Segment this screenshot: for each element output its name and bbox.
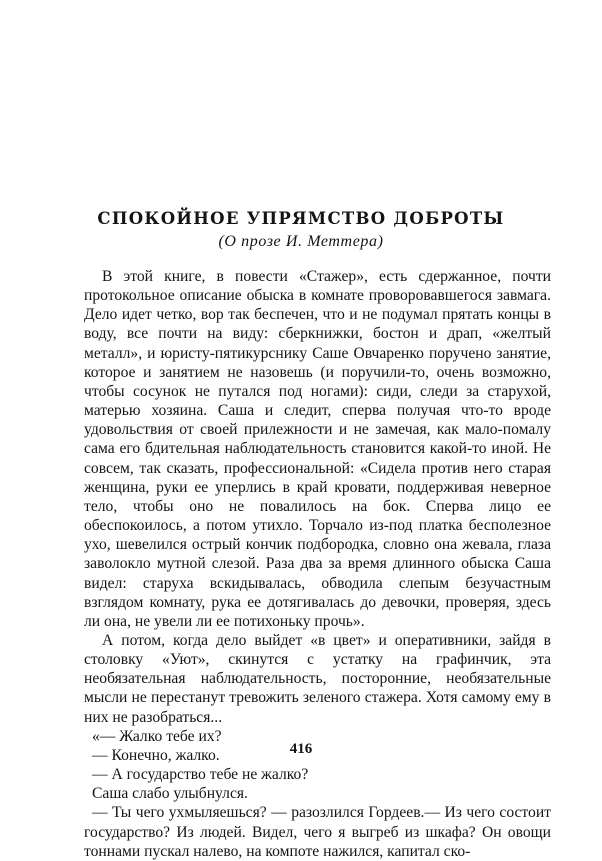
dialogue-line: — А государство тебе не жалко? — [92, 766, 309, 784]
dialogue-line: — Конечно, жалко. — [92, 746, 220, 764]
paragraph: — Ты чего ухмыляешься? — разозлился Гордеев.— Из чего состоит государство? Из людей. Видел, чего я выгреб из шкафа? Он овощи тоннами пускал налево, на компоте нажился, капитал ско- — [84, 804, 551, 860]
article-body — [84, 267, 551, 861]
paragraph: В этой книге, в повести «Стажер», есть сдержанное, почти протокольное описание обыска в комнате проворовавшегося завмага. Дело идет четко, вор так беспечен, что и не подумал прятать концы в воду, все почти на виду: сберкнижки, бостон и драп, «желтый металл», и юристу-пятикурснику Саше Овчаренко поручено занятие, которое и занятием не назовешь (и поручили-то, очень возможно, чтобы сосунок не путался под ногами): сиди, следи за старухой, матерью хозяина. Саша и следит, сперва получая что-то вроде удовольствия от своей прилежности и не замечая, как мало-помалу сама его бдительная наблюдательность становится какой-то иной. Не совсем, так сказать, профессиональной: «Сидела против него старая женщина, руки ее уперлись в край кровати, поддерживая неверное тело, чтобы оно не повалилось на бок. Сперва лицо ее обеспокоилось, а потом утихло. Торчало из-под платка бесполезное ухо, шевелился острый кончик подбородка, словно она жевала, глаза заволокло мутной слезой. Раза два за время длинного обыска Саша видел: старуха вскидывалась, обводила слепым безучастным взглядом комнату, рука ее дотягивалась до девочки, проверяя, здесь ли она, не увели ли ее потихоньку прочь». — [84, 268, 551, 630]
page-number: 416 — [289, 741, 313, 757]
paragraph: А потом, когда дело выйдет «в цвет» и оперативники, зайдя в столовку «Уют», скинутся с устатку на графинчик, эта необязательная наблюдательность, посторонние, необязательные мысли не перестанут тревожить зеленого стажера. Хотя самому ему в них не разобраться... — [84, 631, 551, 726]
dialogue-line: «— Жалко тебе их? — [92, 727, 222, 745]
article-title: СПОКОЙНОЕ УПРЯМСТВО ДОБРОТЫ — [97, 209, 505, 228]
article-subtitle: (О прозе И. Меттера) — [218, 233, 384, 250]
dialogue-line: Саша слабо улыбнулся. — [92, 785, 248, 803]
